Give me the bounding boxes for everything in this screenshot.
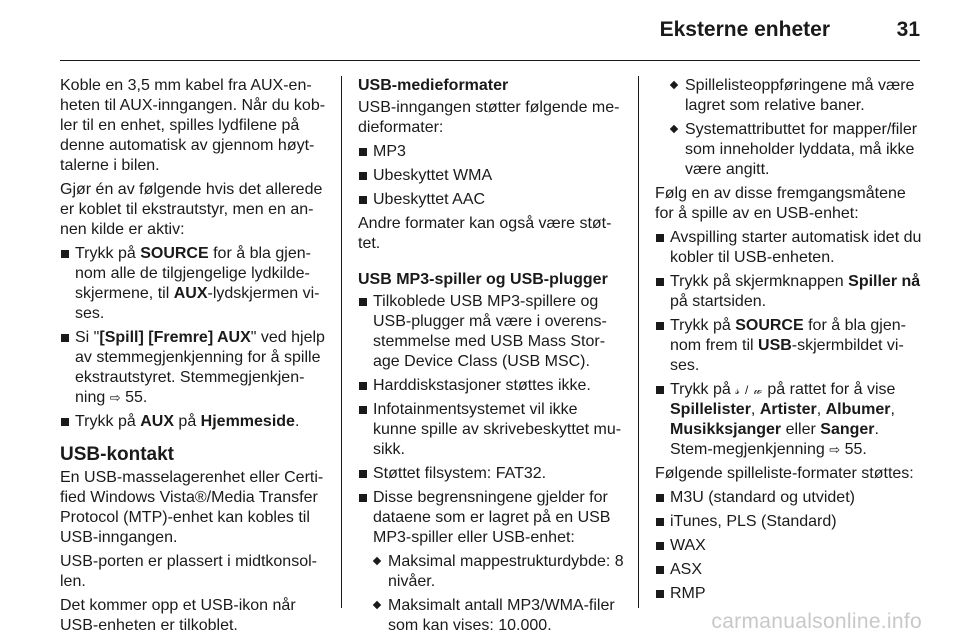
watermark: carmanualsonline.info bbox=[711, 610, 922, 633]
reference-arrow-icon: ⇨ bbox=[829, 442, 841, 457]
list-item: Støttet filsystem: FAT32. bbox=[358, 464, 624, 484]
phone-button-icon: 𝓈 / 𝓌 bbox=[735, 383, 763, 397]
list-item: iTunes, PLS (Standard) bbox=[655, 512, 923, 532]
list-item: Avspilling starter automatisk idet du kobler til USB-enheten. bbox=[655, 228, 923, 268]
page-number: 31 bbox=[896, 18, 920, 41]
list-item: ASX bbox=[655, 560, 923, 580]
column-divider-1 bbox=[341, 76, 342, 608]
column-2 bbox=[358, 76, 624, 640]
subsection-heading: USB MP3-spiller og USB-plugger bbox=[358, 271, 608, 288]
sub-list-item: Maksimalt antall MP3/WMA-filer som kan vises: 10.000. bbox=[358, 596, 624, 636]
list-item: Ubeskyttet WMA bbox=[358, 166, 624, 186]
column-3 bbox=[655, 76, 923, 608]
column-divider-2 bbox=[638, 76, 639, 608]
paragraph: USB-inngangen støtter følgende me-dieformater: bbox=[358, 99, 620, 136]
list-item: Ubeskyttet AAC bbox=[358, 190, 624, 210]
list-item: WAX bbox=[655, 536, 923, 556]
list-item: Trykk på SOURCE for å bla gjen-nom frem til USB-skjermbildet vi-ses. bbox=[655, 316, 923, 376]
page-header bbox=[60, 0, 920, 61]
paragraph: Følg en av disse fremgangsmåtene for å spille av en USB-enhet: bbox=[655, 185, 906, 222]
paragraph: Andre formater kan også være støt-tet. bbox=[358, 215, 612, 252]
paragraph: Koble en 3,5 mm kabel fra AUX-en-heten til AUX-inngangen. Når du kob-ler til en enhet, spilles lydfilene på denne automatisk av gjennom høyt-talerne i bilen. bbox=[60, 77, 326, 174]
list-item: Tilkoblede USB MP3-spillere og USB-plugger må være i overens-stemmelse med USB Mass Stor-age Device Class (USB MSC). bbox=[358, 292, 624, 372]
list-item: Trykk på SOURCE for å bla gjen-nom alle de tilgjengelige lydkilde-skjermene, til AUX-lydskjermen vi-ses. bbox=[60, 244, 328, 324]
sub-list-item: Maksimal mappestrukturdybde: 8 nivåer. bbox=[358, 552, 624, 592]
paragraph: Gjør én av følgende hvis det allerede er koblet til ekstrautstyr, men en an-nen kilde er aktiv: bbox=[60, 181, 323, 238]
list-item: Trykk på skjermknappen Spiller nå på startsiden. bbox=[655, 272, 923, 312]
reference-arrow-icon: ⇨ bbox=[109, 390, 121, 405]
list-item: Harddiskstasjoner støttes ikke. bbox=[358, 376, 624, 396]
list-item: MP3 bbox=[358, 142, 624, 162]
list-item: Infotainmentsystemet vil ikke kunne spille av skrivebeskyttet mu-sikk. bbox=[358, 400, 624, 460]
list-item: M3U (standard og utvidet) bbox=[655, 488, 923, 508]
list-item: Trykk på AUX på Hjemmeside. bbox=[60, 412, 328, 432]
list-item: Trykk på 𝓈 / 𝓌 på rattet for å vise Spillelister, Artister, Albumer, Musikksjanger eller Sanger. Stem-megjenkjenning ⇨ 55. bbox=[655, 380, 923, 460]
list-item: Si "[Spill] [Fremre] AUX" ved hjelp av stemmegjenkjenning for å spille ekstrautstyret. Stemmegjenkjen-ning ⇨ 55. bbox=[60, 328, 328, 408]
paragraph: Det kommer opp et USB-ikon når USB-enheten er tilkoblet. bbox=[60, 597, 296, 634]
paragraph: En USB-masselagerenhet eller Certi-fied Windows Vista®/Media Transfer Protocol (MTP)-enhet kan kobles til USB-inngangen. bbox=[60, 469, 324, 546]
paragraph: Følgende spilleliste-formater støttes: bbox=[655, 465, 914, 482]
section-heading: USB-kontakt bbox=[60, 444, 175, 465]
subsection-heading: USB-medieformater bbox=[358, 77, 509, 94]
sub-list-item: Spillelisteoppføringene må være lagret som relative baner. bbox=[655, 76, 923, 116]
sub-list-item: Systemattributtet for mapper/filer som inneholder lyddata, må ikke være angitt. bbox=[655, 120, 923, 180]
paragraph: USB-porten er plassert i midtkonsol-len. bbox=[60, 553, 317, 590]
column-1 bbox=[60, 76, 328, 640]
list-item: Disse begrensningene gjelder for dataene som er lagret på en USB MP3-spiller eller USB-enhet: bbox=[358, 488, 624, 548]
list-item: RMP bbox=[655, 584, 923, 604]
page-title: Eksterne enheter bbox=[659, 18, 830, 41]
